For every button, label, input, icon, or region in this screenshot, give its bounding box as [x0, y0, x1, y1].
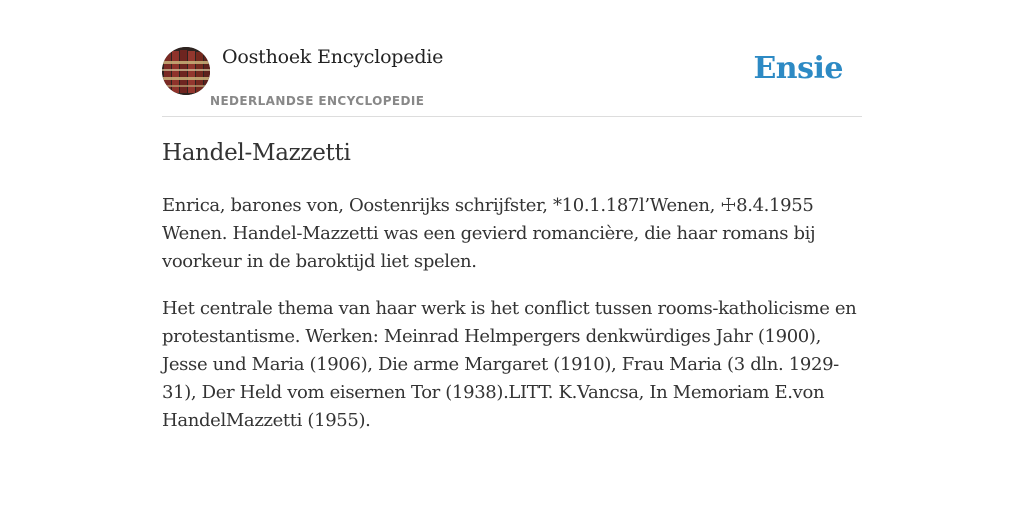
entry-title: Handel-Mazzetti: [162, 140, 351, 166]
entry-body: [162, 192, 862, 454]
ensie-brand-link[interactable]: Ensie: [753, 51, 843, 86]
entry-paragraph: Enrica, barones von, Oostenrijks schrijfster, *10.1.187l’Wenen, ☩8.4.1955 Wenen. Handel-Mazzetti was een gevierd romancière, die haar romans bij voorkeur in de baroktijd liet spelen.: [162, 195, 816, 272]
site-header: [162, 44, 862, 117]
site-title[interactable]: Oosthoek Encyclopedie: [222, 46, 444, 68]
entry-paragraph: Het centrale thema van haar werk is het conflict tussen rooms-katholicisme en protestantisme. Werken: Meinrad Helmpergers denkwürdiges Jahr (1900), Jesse und Maria (1906), Die arme Margaret (1910), Frau Maria (3 dln. 1929-31), Der Held vom eisernen Tor (1938).LITT. K.Vancsa, In Memoriam E.von HandelMazzetti (1955).: [162, 298, 857, 431]
site-subtitle: NEDERLANDSE ENCYCLOPEDIE: [210, 94, 425, 108]
encyclopedia-books-icon[interactable]: [162, 47, 210, 95]
